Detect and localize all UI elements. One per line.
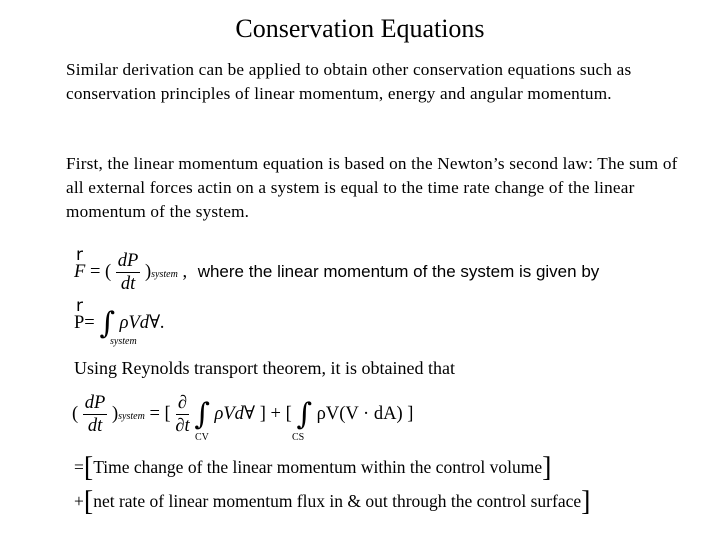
eq1-denominator: dt [120,274,136,294]
eq3-integrand2: ρV(V · dA) [316,403,403,424]
eq3-open: ( [72,403,79,424]
eq3-subscript-system: system [118,410,145,422]
eq2-subscript: system [110,336,137,347]
intro-paragraph: Similar derivation can be applied to obtain other conservation equations such as conservation principles of linear momentum, energy and angular momentum. [66,60,632,103]
slide-title: Conservation Equations [235,14,485,43]
integral-sign-eq2: ∫ [99,306,115,341]
eq2-integrand: ρVd∀. [119,312,165,333]
newton-paragraph: First, the linear momentum equation is based on the Newton’s second law: The sum of all external forces actin on a system is equal to the time rate change of the linear momentum of the system. [66,154,678,221]
eq1-equals-open: = ( [89,261,112,282]
eq3-integrand1: ρVd∀ [214,403,256,424]
eq1-numerator: dP [117,251,139,271]
force-symbol: r F [74,262,85,283]
line5-prefix: + [74,491,84,511]
integral-sign-cs: ∫ [296,397,313,432]
eq3-derivative [83,392,108,437]
eq3-numerator: dP [84,393,106,413]
line5-text: net rate of linear momentum flux in & out through the control surface [93,491,582,511]
eq3-middle: ] + [ [259,403,292,424]
equation-momentum [74,306,165,347]
eq2-equals: = [84,312,95,333]
line4-prefix: = [74,457,84,477]
eq3-denominator: dt [87,416,103,436]
flux-line: +[net rate of linear momentum flux in & out through the control surface] [74,486,591,517]
eq1-subscript: system [151,268,178,280]
line4-text: Time change of the linear momentum within the control volume [93,457,543,477]
eq1-derivative [116,250,141,295]
equation-force [74,250,599,295]
eq3-partial-den: ∂t [175,416,190,436]
time-change-line: =[Time change of the linear momentum within the control volume] [74,452,552,483]
eq3-sub-cs: CS [292,432,305,443]
eq1-description: where the linear momentum of the system is given by [197,261,600,281]
reynolds-text: Using Reynolds transport theorem, it is obtained that [74,358,455,378]
eq3-sub-cv: CV [195,432,209,443]
eq3-end: ] [407,403,414,424]
integral-sign-cv: ∫ [194,397,210,432]
eq3-equals-bracket: = [ [149,403,171,424]
equation-reynolds [72,392,414,443]
eq1-tail: , [182,261,188,282]
eq3-partial-num: ∂ [177,393,188,413]
momentum-symbol: r P [74,313,84,334]
eq3-partial [175,392,189,437]
eq3-close: ) [111,403,119,424]
eq1-close: ) [144,261,152,282]
